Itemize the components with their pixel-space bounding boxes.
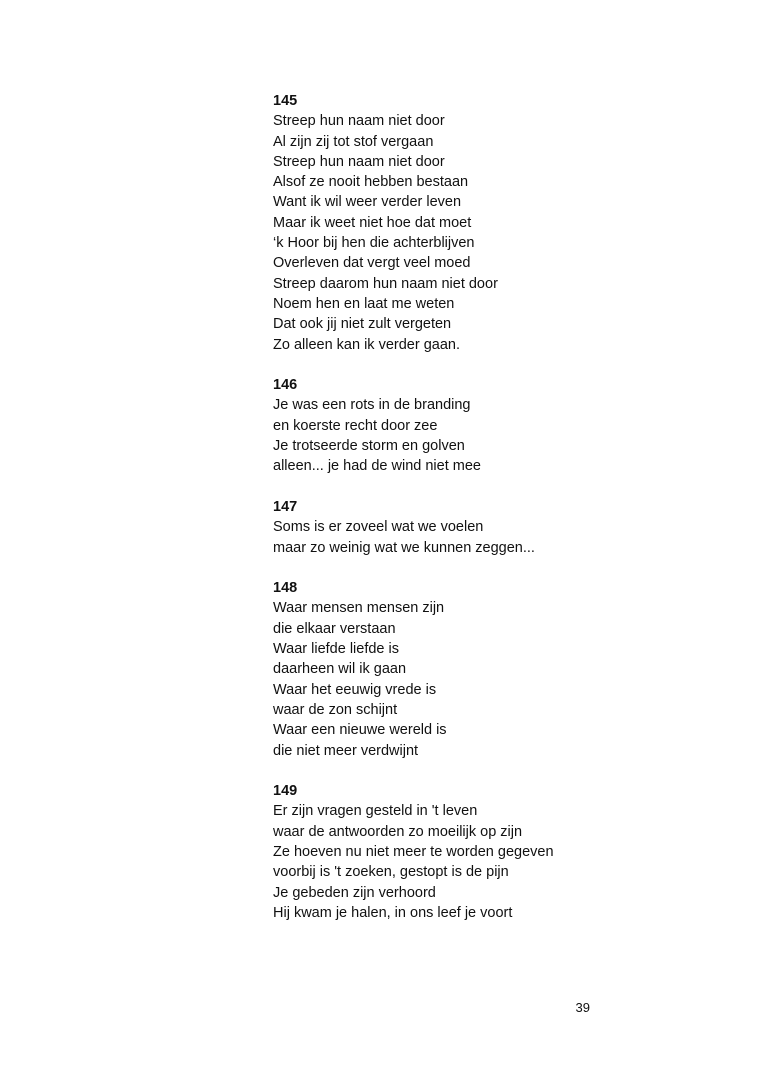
poem-line: Streep daarom hun naam niet door [273,275,498,292]
poem-line: Soms is er zoveel wat we voelen [273,519,484,536]
poem-149 [273,781,693,923]
poem-line: Zo alleen kan ik verder gaan. [273,336,460,353]
poem-number: 146 [273,377,298,394]
poem-number: 149 [273,783,298,800]
poem-number: 145 [273,93,298,109]
poem-number: 147 [273,498,298,515]
poem-list [273,91,693,943]
poem-line: Al zijn zij tot stof vergaan [273,133,434,150]
poem-line: die elkaar verstaan [273,620,396,637]
poem-line: Want ik wil weer verder leven [273,194,462,211]
poem-line: Ze hoeven nu niet meer te worden gegeven [273,843,554,860]
poem-line: Hij kwam je halen, in ons leef je voort [273,904,513,921]
poem-line: waar de antwoorden zo moeilijk op zijn [273,823,523,840]
poem-line: Waar een nieuwe wereld is [273,722,447,739]
poem-line: Waar liefde liefde is [273,641,399,658]
poem-148 [273,578,693,761]
poem-147 [273,497,693,558]
poem-line: en koerste recht door zee [273,417,438,434]
poem-line: Je gebeden zijn verhoord [273,884,436,901]
poem-line: Waar mensen mensen zijn [273,600,445,617]
poem-line: Maar ik weet niet hoe dat moet [273,214,472,231]
poem-145 [273,91,693,355]
poem-line: die niet meer verdwijnt [273,742,419,759]
poem-line: Overleven dat vergt veel moed [273,255,471,272]
poem-line: alleen... je had de wind niet mee [273,458,481,475]
poem-line: voorbij is 't zoeken, gestopt is de pijn [273,864,509,881]
poem-line: maar zo weinig wat we kunnen zeggen... [273,539,535,556]
poem-line: Je was een rots in de branding [273,397,471,414]
poem-line: Streep hun naam niet door [273,153,445,170]
poem-line: Je trotseerde storm en golven [273,438,465,455]
poem-line: Noem hen en laat me weten [273,295,455,312]
poem-line: daarheen wil ik gaan [273,661,407,678]
poem-line: Waar het eeuwig vrede is [273,681,437,698]
poem-number: 148 [273,580,298,597]
poem-line: Alsof ze nooit hebben bestaan [273,174,469,191]
poem-146 [273,375,693,476]
poem-line: Er zijn vragen gesteld in 't leven [273,803,478,820]
poem-line: waar de zon schijnt [273,701,398,718]
poem-line: Dat ook jij niet zult vergeten [273,316,452,333]
poem-line: Streep hun naam niet door [273,113,445,130]
poem-line: ‘k Hoor bij hen die achterblijven [273,235,475,252]
page-number: 39 [575,1000,590,1015]
